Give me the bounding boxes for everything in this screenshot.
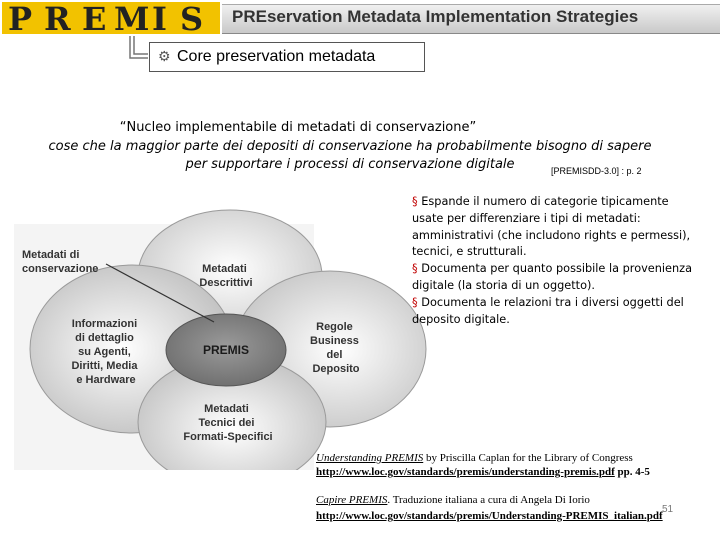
logo-letter: M: [114, 0, 150, 38]
logo-letter: P: [8, 0, 33, 38]
logo-letter: S: [180, 0, 204, 38]
bullet-text: Documenta le relazioni tra i diversi oggetti del deposito digitale.: [412, 295, 684, 326]
reference-2-url-line: [316, 510, 663, 522]
bullet-mark: §: [412, 195, 418, 208]
banner-title: PREservation Metadata Implementation Strategies: [232, 7, 639, 26]
logo-letter: R: [44, 0, 71, 38]
callout-label: Metadati di conservazione: [22, 249, 99, 275]
quote-line-1: cose che la maggior parte dei depositi di conservazione ha probabilmente bisogno di sapere: [48, 139, 652, 154]
reference-1-url[interactable]: http://www.loc.gov/standards/premis/understanding-premis.pdf: [316, 466, 615, 478]
gear-icon: ⚙: [158, 48, 171, 64]
quote-title: “Nucleo implementabile di metadati di conservazione”: [119, 120, 477, 135]
reference-2-text: . Traduzione italiana a cura di Angela Di Iorio: [387, 494, 590, 506]
section-title-box: [149, 42, 425, 72]
reference-2: [316, 494, 590, 506]
section-title: Core preservation metadata: [177, 48, 376, 65]
reference-1: [316, 452, 633, 464]
bullet-mark: §: [412, 262, 418, 276]
reference-2-link[interactable]: Capire PREMIS: [316, 494, 388, 506]
bullet-mark: §: [412, 295, 418, 309]
technical-label: Metadati Tecnici dei Formati-Specifici: [183, 403, 273, 443]
logo-letter: E: [82, 0, 107, 38]
header-banner: [0, 0, 720, 36]
premis-label: PREMIS: [202, 343, 250, 357]
page-number: 51: [662, 504, 674, 515]
bullet-item: [412, 295, 702, 329]
business-rules-label: Regole Business del Deposito: [310, 321, 360, 375]
agents-label: Informazioni di dettaglio su Agenti, Diritti, Media e Hardware: [71, 318, 138, 386]
bullet-list: [412, 194, 702, 328]
descriptive-label: Metadati Descrittivi: [199, 263, 253, 289]
reference-1-url-line: [316, 466, 650, 478]
quote-line-2: per supportare i processi di conservazione digitale: [185, 157, 515, 172]
bullet-item: [412, 261, 702, 295]
bullet-text: Espande il numero di categorie tipicamente usate per differenziare i tipi di metadati: amministrativi (che includono rights e permessi), tecnici, e strutturali.: [412, 195, 691, 259]
reference-1-text: by Priscilla Caplan for the Library of Congress: [423, 452, 633, 464]
premis-logo: [2, 0, 220, 38]
bullet-text: Documenta per quanto possibile la provenienza digitale (la storia di un oggetto).: [412, 262, 693, 292]
logo-letter: I: [152, 0, 167, 38]
reference-1-pages: pp. 4-5: [614, 466, 650, 478]
connector-arrow: [128, 36, 150, 62]
reference-2-url[interactable]: http://www.loc.gov/standards/premis/Understanding-PREMIS_italian.pdf: [316, 510, 663, 522]
quote-reference: [PREMISDD-3.0] : p. 2: [551, 166, 642, 176]
reference-1-link[interactable]: Understanding PREMIS: [316, 452, 424, 464]
bullet-item: [412, 194, 702, 261]
premis-diagram: [14, 194, 434, 470]
